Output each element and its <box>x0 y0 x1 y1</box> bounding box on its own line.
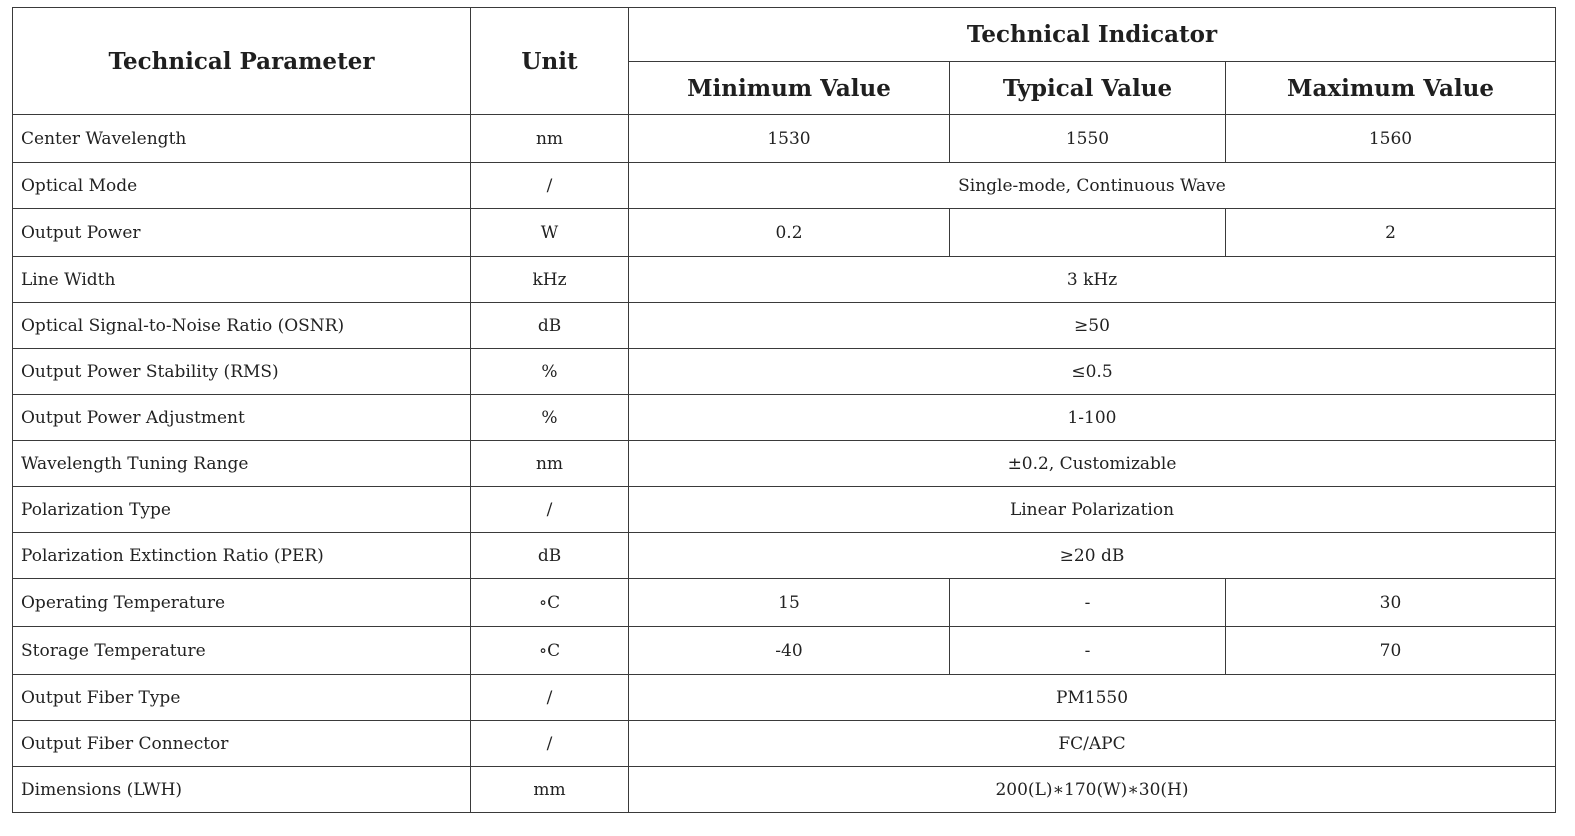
parameter-cell: Storage Temperature <box>13 627 471 675</box>
spec-table <box>12 7 1556 813</box>
parameter-cell: Optical Signal-to-Noise Ratio (OSNR) <box>13 303 471 349</box>
header-technical-parameter: Technical Parameter <box>13 8 471 115</box>
unit-cell: W <box>471 209 629 257</box>
header-minimum-value: Minimum Value <box>629 62 950 115</box>
unit-cell: / <box>471 163 629 209</box>
parameter-cell: Output Power <box>13 209 471 257</box>
parameter-cell: Output Fiber Connector <box>13 721 471 767</box>
max-value-cell: 70 <box>1226 627 1556 675</box>
max-value-cell: 1560 <box>1226 115 1556 163</box>
unit-cell: / <box>471 721 629 767</box>
unit-cell: ∘C <box>471 627 629 675</box>
unit-cell: kHz <box>471 257 629 303</box>
table-row <box>13 163 1556 209</box>
typical-value-cell: - <box>950 579 1226 627</box>
parameter-cell: Wavelength Tuning Range <box>13 441 471 487</box>
table-row <box>13 349 1556 395</box>
unit-cell: / <box>471 675 629 721</box>
min-value-cell: 1530 <box>629 115 950 163</box>
table-body <box>13 115 1556 813</box>
value-cell: ≤0.5 <box>629 349 1556 395</box>
value-cell: 200(L)∗170(W)∗30(H) <box>629 767 1556 813</box>
unit-cell: % <box>471 395 629 441</box>
unit-cell: nm <box>471 115 629 163</box>
header-technical-indicator: Technical Indicator <box>629 8 1556 62</box>
parameter-cell: Dimensions (LWH) <box>13 767 471 813</box>
max-value-cell: 30 <box>1226 579 1556 627</box>
parameter-cell: Line Width <box>13 257 471 303</box>
parameter-cell: Operating Temperature <box>13 579 471 627</box>
table-row <box>13 395 1556 441</box>
header-row <box>13 8 1556 62</box>
value-cell: ≥50 <box>629 303 1556 349</box>
table-row <box>13 675 1556 721</box>
unit-cell: % <box>471 349 629 395</box>
value-cell: Linear Polarization <box>629 487 1556 533</box>
header-typical-value: Typical Value <box>950 62 1226 115</box>
table-row <box>13 533 1556 579</box>
header-unit: Unit <box>471 8 629 115</box>
parameter-cell: Center Wavelength <box>13 115 471 163</box>
value-cell: 3 kHz <box>629 257 1556 303</box>
parameter-cell: Output Power Adjustment <box>13 395 471 441</box>
value-cell: Single-mode, Continuous Wave <box>629 163 1556 209</box>
unit-cell: dB <box>471 533 629 579</box>
min-value-cell: -40 <box>629 627 950 675</box>
parameter-cell: Polarization Extinction Ratio (PER) <box>13 533 471 579</box>
value-cell: 1-100 <box>629 395 1556 441</box>
unit-cell: mm <box>471 767 629 813</box>
typical-value-cell: 1550 <box>950 115 1226 163</box>
table-row <box>13 257 1556 303</box>
unit-cell: ∘C <box>471 579 629 627</box>
table-row <box>13 487 1556 533</box>
max-value-cell: 2 <box>1226 209 1556 257</box>
table-header <box>13 8 1556 115</box>
parameter-cell: Output Fiber Type <box>13 675 471 721</box>
table-row <box>13 579 1556 627</box>
table-row <box>13 209 1556 257</box>
parameter-cell: Polarization Type <box>13 487 471 533</box>
unit-cell: nm <box>471 441 629 487</box>
min-value-cell: 15 <box>629 579 950 627</box>
header-maximum-value: Maximum Value <box>1226 62 1556 115</box>
min-value-cell: 0.2 <box>629 209 950 257</box>
unit-cell: dB <box>471 303 629 349</box>
value-cell: ±0.2, Customizable <box>629 441 1556 487</box>
table-row <box>13 721 1556 767</box>
table-row <box>13 441 1556 487</box>
unit-cell: / <box>471 487 629 533</box>
value-cell: PM1550 <box>629 675 1556 721</box>
parameter-cell: Output Power Stability (RMS) <box>13 349 471 395</box>
value-cell: ≥20 dB <box>629 533 1556 579</box>
table-row <box>13 303 1556 349</box>
typical-value-cell <box>950 209 1226 257</box>
table-row <box>13 115 1556 163</box>
typical-value-cell: - <box>950 627 1226 675</box>
parameter-cell: Optical Mode <box>13 163 471 209</box>
table-row <box>13 767 1556 813</box>
value-cell: FC/APC <box>629 721 1556 767</box>
table-row <box>13 627 1556 675</box>
